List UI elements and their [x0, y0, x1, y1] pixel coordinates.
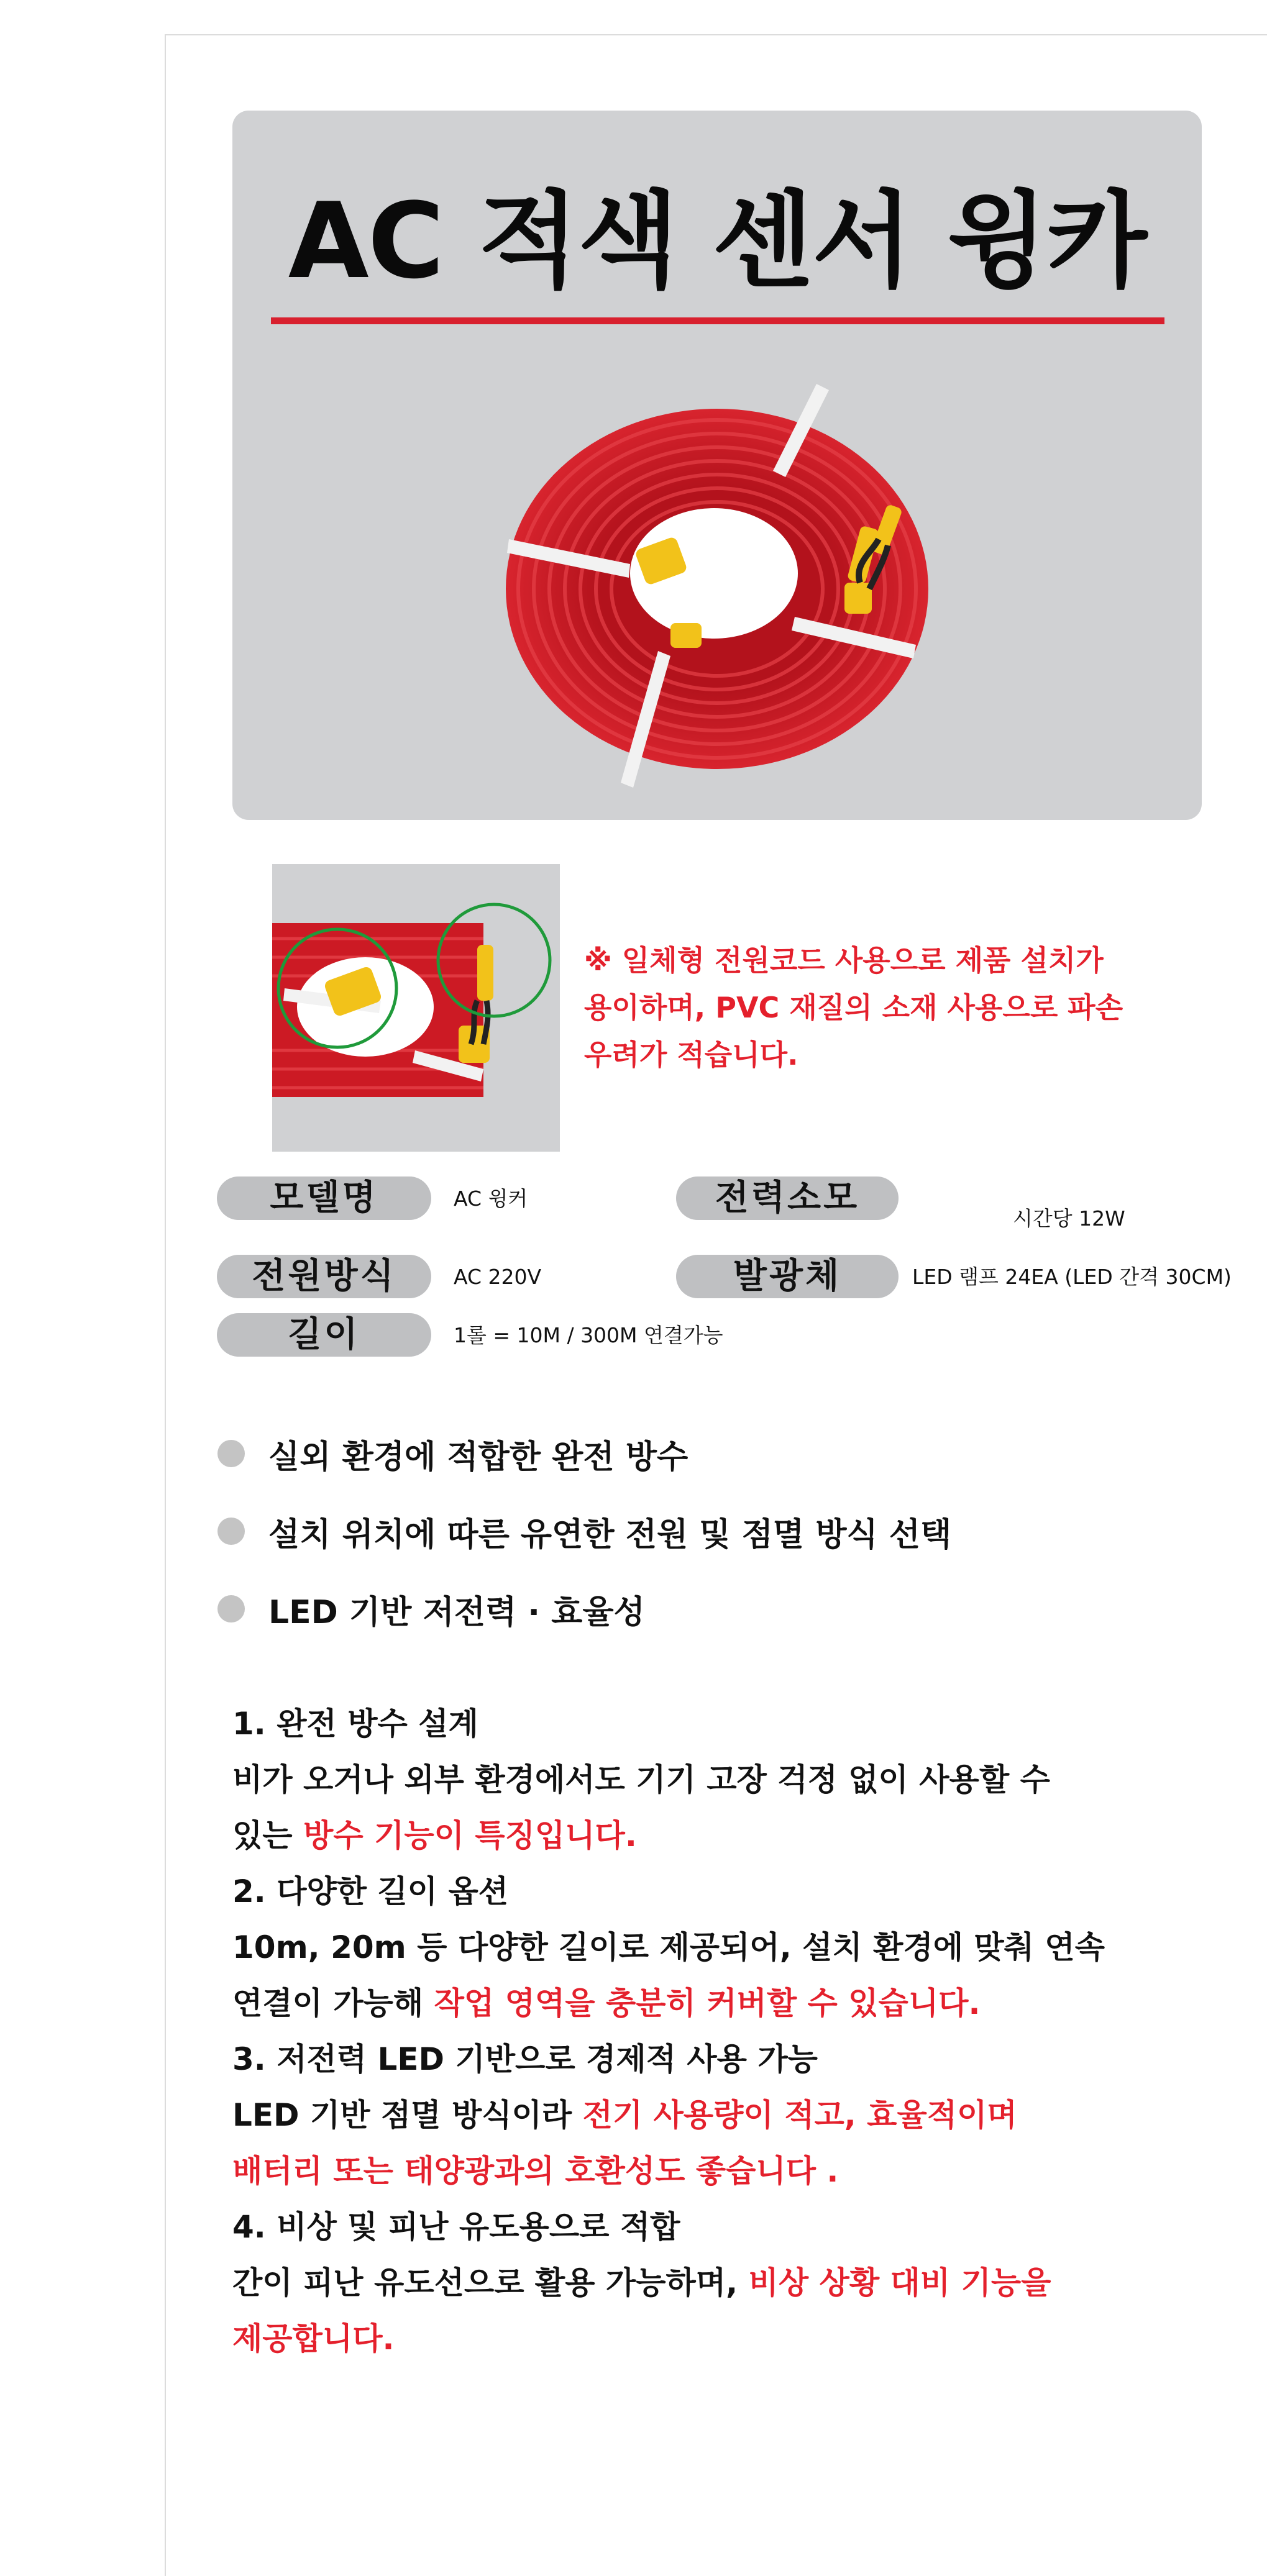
detail-text: 10m, 20m 등 다양한 길이로 제공되어, 설치 환경에 맞춰 연속 [232, 1929, 1105, 1965]
note-line: ※ 일체형 전원코드 사용으로 제품 설치가 [584, 944, 1104, 977]
detail-heading: 1. 완전 방수 설계 [232, 1706, 478, 1742]
feature-details [232, 1696, 1227, 2367]
installation-note [584, 937, 1131, 1078]
detail-text [232, 1975, 1227, 2031]
detail-text-plain: 연결이 가능해 [232, 1985, 434, 2021]
spec-value-model: AC 윙커 [454, 1186, 528, 1211]
note-line: 용이하며, PVC 재질의 소재 사용으로 파손 [584, 991, 1123, 1024]
detail-highlight: 비상 상황 대비 기능을 [748, 2265, 1051, 2301]
feature-item [217, 1509, 951, 1553]
spec-label-length: 길이 [217, 1313, 431, 1357]
spec-label-light: 발광체 [676, 1255, 899, 1298]
detail-heading: 3. 저전력 LED 기반으로 경제적 사용 가능 [232, 2041, 818, 2077]
detail-highlight: 제공합니다. [232, 2321, 395, 2357]
spec-value-supply: AC 220V [454, 1265, 542, 1289]
detail-text: 비가 오거나 외부 환경에서도 기기 고장 걱정 없이 사용할 수 [232, 1762, 1050, 1798]
feature-text: 실외 환경에 적합한 완전 방수 [268, 1438, 688, 1476]
feature-text: 설치 위치에 따른 유연한 전원 및 점멸 방식 선택 [268, 1516, 952, 1554]
detail-text-plain: 간이 피난 유도선으로 활용 가능하며, [232, 2265, 749, 2301]
spec-label-model: 모델명 [217, 1176, 431, 1220]
detail-heading: 2. 다양한 길이 옵션 [232, 1873, 509, 1909]
detail-highlight: 배터리 또는 태양광과의 호환성도 좋습니다 . [232, 2153, 839, 2189]
bullet-icon [217, 1518, 245, 1545]
feature-item [217, 1432, 688, 1475]
spec-label-power: 전력소모 [676, 1176, 899, 1220]
feature-text: LED 기반 저전력 · 효율성 [268, 1593, 645, 1631]
cable-coil-image [481, 353, 953, 800]
title-underline [271, 317, 1164, 324]
detail-heading: 4. 비상 및 피난 유도용으로 적합 [232, 2209, 680, 2245]
detail-text [232, 1808, 1227, 1864]
note-line: 우려가 적습니다. [584, 1038, 798, 1072]
detail-text [232, 2255, 1227, 2311]
spec-value-length: 1롤 = 10M / 300M 연결가능 [454, 1323, 723, 1347]
detail-highlight: 전기 사용량이 적고, 효율적이며 [582, 2097, 1017, 2133]
bullet-icon [217, 1595, 245, 1623]
spec-label-supply: 전원방식 [217, 1255, 431, 1298]
bullet-icon [217, 1440, 245, 1467]
spec-value-power: 시간당 12W [1013, 1206, 1125, 1231]
product-title: AC 적색 센서 윙카 [288, 180, 1146, 302]
detail-text-plain: LED 기반 점멸 방식이라 [232, 2097, 583, 2133]
detail-text [232, 2087, 1227, 2143]
hero-panel [232, 111, 1202, 820]
detail-text-plain: 있는 [232, 1818, 304, 1854]
detail-highlight: 방수 기능이 특징입니다. [303, 1818, 637, 1854]
feature-item [217, 1587, 645, 1631]
spec-value-light: LED 램프 24EA (LED 간격 30CM) [912, 1265, 1232, 1289]
detail-highlight: 작업 영역을 충분히 커버할 수 있습니다. [434, 1985, 981, 2021]
connector-detail-image [272, 864, 560, 1152]
